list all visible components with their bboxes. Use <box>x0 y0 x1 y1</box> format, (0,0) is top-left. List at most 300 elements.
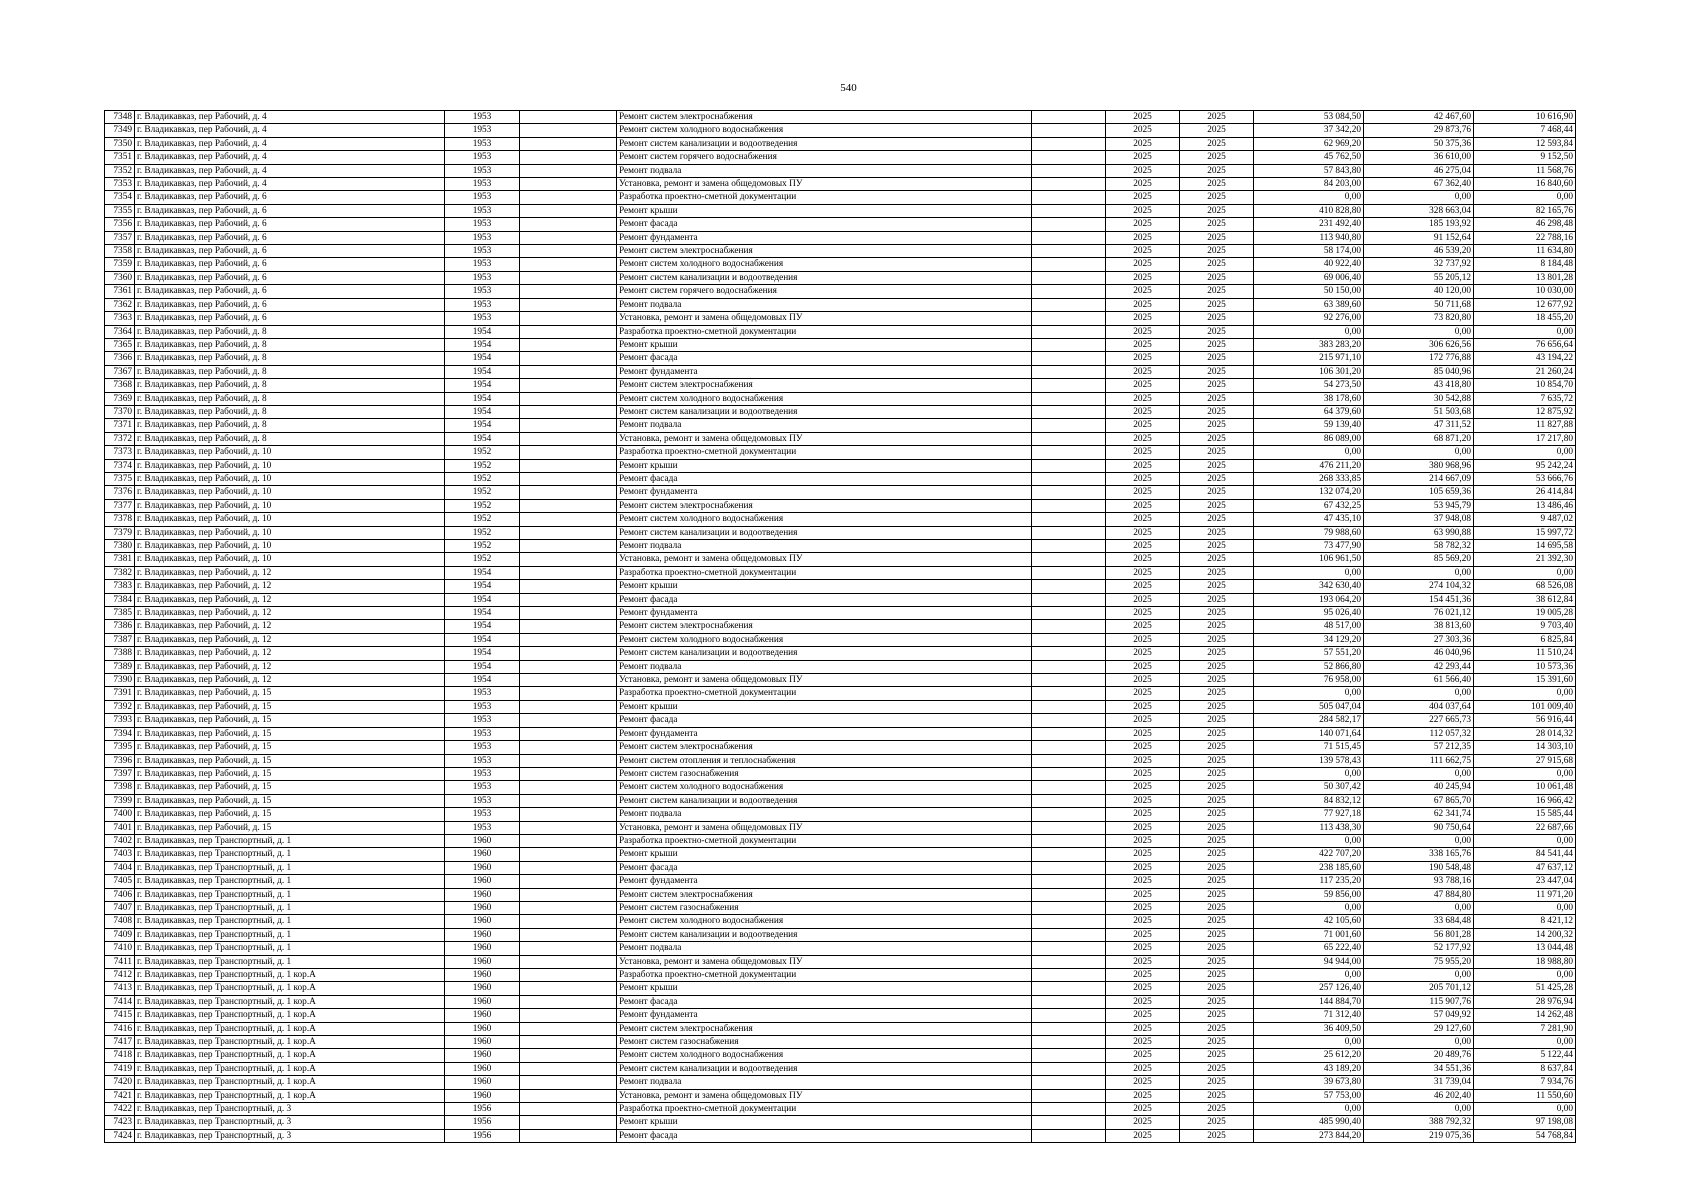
table-row <box>105 191 1576 204</box>
year-built-cell: 1953 <box>445 271 520 284</box>
total-cost-cell: 37 342,20 <box>1254 124 1364 137</box>
plan-year-start-cell: 2025 <box>1106 888 1180 901</box>
empty-cell <box>520 432 617 445</box>
fund-cost-cell: 205 701,12 <box>1364 982 1474 995</box>
empty-cell <box>520 258 617 271</box>
plan-year-start-cell: 2025 <box>1106 875 1180 888</box>
plan-year-end-cell: 2025 <box>1180 580 1254 593</box>
address-cell: г. Владикавказ, пер Транспортный, д. 1 кор.А <box>135 1049 445 1062</box>
work-type-cell: Ремонт систем отопления и теплоснабжения <box>617 754 1032 767</box>
total-cost-cell: 50 307,42 <box>1254 781 1364 794</box>
empty-cell <box>520 1022 617 1035</box>
address-cell: г. Владикавказ, пер Рабочий, д. 12 <box>135 647 445 660</box>
total-cost-cell: 0,00 <box>1254 687 1364 700</box>
plan-year-end-cell: 2025 <box>1180 1036 1254 1049</box>
empty-cell <box>1032 741 1106 754</box>
work-type-cell: Установка, ремонт и замена общедомовых ПУ <box>617 312 1032 325</box>
row-number: 7406 <box>105 888 135 901</box>
row-number: 7372 <box>105 432 135 445</box>
total-cost-cell: 0,00 <box>1254 901 1364 914</box>
empty-cell <box>1032 1089 1106 1102</box>
year-built-cell: 1960 <box>445 1022 520 1035</box>
total-cost-cell: 422 707,20 <box>1254 848 1364 861</box>
year-built-cell: 1954 <box>445 392 520 405</box>
plan-year-start-cell: 2025 <box>1106 178 1180 191</box>
empty-cell <box>1032 1009 1106 1022</box>
year-built-cell: 1953 <box>445 700 520 713</box>
fund-cost-cell: 50 375,36 <box>1364 137 1474 150</box>
year-built-cell: 1953 <box>445 767 520 780</box>
owner-cost-cell: 84 541,44 <box>1474 848 1576 861</box>
table-row <box>105 151 1576 164</box>
owner-cost-cell: 10 854,70 <box>1474 379 1576 392</box>
year-built-cell: 1954 <box>445 580 520 593</box>
empty-cell <box>520 647 617 660</box>
row-number: 7400 <box>105 808 135 821</box>
table-row <box>105 419 1576 432</box>
address-cell: г. Владикавказ, пер Рабочий, д. 8 <box>135 432 445 445</box>
owner-cost-cell: 9 703,40 <box>1474 620 1576 633</box>
fund-cost-cell: 172 776,88 <box>1364 352 1474 365</box>
owner-cost-cell: 28 976,94 <box>1474 995 1576 1008</box>
empty-cell <box>520 231 617 244</box>
fund-cost-cell: 76 021,12 <box>1364 607 1474 620</box>
empty-cell <box>520 848 617 861</box>
work-type-cell: Ремонт крыши <box>617 338 1032 351</box>
empty-cell <box>520 781 617 794</box>
plan-year-start-cell: 2025 <box>1106 365 1180 378</box>
work-type-cell: Ремонт систем холодного водоснабжения <box>617 915 1032 928</box>
fund-cost-cell: 0,00 <box>1364 566 1474 579</box>
table-row <box>105 298 1576 311</box>
owner-cost-cell: 0,00 <box>1474 1036 1576 1049</box>
empty-cell <box>1032 995 1106 1008</box>
plan-year-start-cell: 2025 <box>1106 834 1180 847</box>
owner-cost-cell: 0,00 <box>1474 687 1576 700</box>
empty-cell <box>1032 566 1106 579</box>
year-built-cell: 1960 <box>445 915 520 928</box>
address-cell: г. Владикавказ, пер Рабочий, д. 6 <box>135 285 445 298</box>
row-number: 7355 <box>105 204 135 217</box>
work-type-cell: Ремонт подвала <box>617 419 1032 432</box>
year-built-cell: 1960 <box>445 955 520 968</box>
plan-year-start-cell: 2025 <box>1106 660 1180 673</box>
address-cell: г. Владикавказ, пер Рабочий, д. 6 <box>135 231 445 244</box>
fund-cost-cell: 75 955,20 <box>1364 955 1474 968</box>
fund-cost-cell: 404 037,64 <box>1364 700 1474 713</box>
owner-cost-cell: 97 198,08 <box>1474 1116 1576 1129</box>
empty-cell <box>520 794 617 807</box>
address-cell: г. Владикавказ, пер Рабочий, д. 4 <box>135 151 445 164</box>
row-number: 7364 <box>105 325 135 338</box>
year-built-cell: 1954 <box>445 325 520 338</box>
plan-year-end-cell: 2025 <box>1180 982 1254 995</box>
owner-cost-cell: 27 915,68 <box>1474 754 1576 767</box>
owner-cost-cell: 38 612,84 <box>1474 593 1576 606</box>
plan-year-start-cell: 2025 <box>1106 566 1180 579</box>
empty-cell <box>1032 767 1106 780</box>
table-row <box>105 285 1576 298</box>
fund-cost-cell: 73 820,80 <box>1364 312 1474 325</box>
work-type-cell: Установка, ремонт и замена общедомовых ПУ <box>617 1089 1032 1102</box>
row-number: 7387 <box>105 633 135 646</box>
empty-cell <box>1032 392 1106 405</box>
plan-year-end-cell: 2025 <box>1180 352 1254 365</box>
total-cost-cell: 383 283,20 <box>1254 338 1364 351</box>
empty-cell <box>520 338 617 351</box>
plan-year-start-cell: 2025 <box>1106 928 1180 941</box>
plan-year-end-cell: 2025 <box>1180 432 1254 445</box>
empty-cell <box>1032 982 1106 995</box>
row-number: 7376 <box>105 486 135 499</box>
row-number: 7365 <box>105 338 135 351</box>
row-number: 7352 <box>105 164 135 177</box>
fund-cost-cell: 58 782,32 <box>1364 540 1474 553</box>
row-number: 7388 <box>105 647 135 660</box>
total-cost-cell: 48 517,00 <box>1254 620 1364 633</box>
address-cell: г. Владикавказ, пер Рабочий, д. 6 <box>135 191 445 204</box>
row-number: 7351 <box>105 151 135 164</box>
owner-cost-cell: 10 061,48 <box>1474 781 1576 794</box>
year-built-cell: 1954 <box>445 405 520 418</box>
table-row <box>105 137 1576 150</box>
plan-year-start-cell: 2025 <box>1106 338 1180 351</box>
row-number: 7363 <box>105 312 135 325</box>
work-type-cell: Ремонт систем электроснабжения <box>617 111 1032 124</box>
plan-year-end-cell: 2025 <box>1180 647 1254 660</box>
address-cell: г. Владикавказ, пер Рабочий, д. 10 <box>135 540 445 553</box>
empty-cell <box>1032 647 1106 660</box>
work-type-cell: Ремонт систем канализации и водоотведения <box>617 794 1032 807</box>
table-row <box>105 741 1576 754</box>
table-row <box>105 540 1576 553</box>
fund-cost-cell: 0,00 <box>1364 1036 1474 1049</box>
table-row <box>105 754 1576 767</box>
owner-cost-cell: 82 165,76 <box>1474 204 1576 217</box>
work-type-cell: Разработка проектно-сметной документации <box>617 687 1032 700</box>
row-number: 7382 <box>105 566 135 579</box>
owner-cost-cell: 51 425,28 <box>1474 982 1576 995</box>
row-number: 7395 <box>105 741 135 754</box>
year-built-cell: 1960 <box>445 848 520 861</box>
empty-cell <box>520 178 617 191</box>
plan-year-end-cell: 2025 <box>1180 258 1254 271</box>
table-row <box>105 392 1576 405</box>
fund-cost-cell: 112 057,32 <box>1364 727 1474 740</box>
plan-year-start-cell: 2025 <box>1106 111 1180 124</box>
address-cell: г. Владикавказ, пер Рабочий, д. 15 <box>135 754 445 767</box>
address-cell: г. Владикавказ, пер Транспортный, д. 3 <box>135 1129 445 1142</box>
plan-year-end-cell: 2025 <box>1180 325 1254 338</box>
table-row <box>105 312 1576 325</box>
work-type-cell: Разработка проектно-сметной документации <box>617 566 1032 579</box>
empty-cell <box>1032 298 1106 311</box>
year-built-cell: 1953 <box>445 781 520 794</box>
total-cost-cell: 42 105,60 <box>1254 915 1364 928</box>
table-row <box>105 1103 1576 1116</box>
plan-year-end-cell: 2025 <box>1180 888 1254 901</box>
address-cell: г. Владикавказ, пер Рабочий, д. 15 <box>135 741 445 754</box>
plan-year-start-cell: 2025 <box>1106 446 1180 459</box>
total-cost-cell: 505 047,04 <box>1254 700 1364 713</box>
owner-cost-cell: 13 486,46 <box>1474 499 1576 512</box>
empty-cell <box>520 1062 617 1075</box>
address-cell: г. Владикавказ, пер Рабочий, д. 15 <box>135 687 445 700</box>
fund-cost-cell: 91 152,64 <box>1364 231 1474 244</box>
empty-cell <box>1032 540 1106 553</box>
total-cost-cell: 231 492,40 <box>1254 218 1364 231</box>
empty-cell <box>1032 472 1106 485</box>
row-number: 7409 <box>105 928 135 941</box>
work-type-cell: Ремонт подвала <box>617 540 1032 553</box>
row-number: 7424 <box>105 1129 135 1142</box>
address-cell: г. Владикавказ, пер Рабочий, д. 12 <box>135 607 445 620</box>
empty-cell <box>520 1129 617 1142</box>
fund-cost-cell: 154 451,36 <box>1364 593 1474 606</box>
address-cell: г. Владикавказ, пер Транспортный, д. 3 <box>135 1103 445 1116</box>
plan-year-start-cell: 2025 <box>1106 955 1180 968</box>
row-number: 7402 <box>105 834 135 847</box>
row-number: 7360 <box>105 271 135 284</box>
plan-year-end-cell: 2025 <box>1180 231 1254 244</box>
work-type-cell: Ремонт фасада <box>617 218 1032 231</box>
empty-cell <box>520 111 617 124</box>
owner-cost-cell: 14 200,32 <box>1474 928 1576 941</box>
plan-year-end-cell: 2025 <box>1180 365 1254 378</box>
work-type-cell: Ремонт фасада <box>617 995 1032 1008</box>
owner-cost-cell: 11 971,20 <box>1474 888 1576 901</box>
plan-year-start-cell: 2025 <box>1106 271 1180 284</box>
total-cost-cell: 0,00 <box>1254 566 1364 579</box>
plan-year-end-cell: 2025 <box>1180 821 1254 834</box>
table-row <box>105 942 1576 955</box>
empty-cell <box>1032 513 1106 526</box>
plan-year-end-cell: 2025 <box>1180 446 1254 459</box>
plan-year-end-cell: 2025 <box>1180 915 1254 928</box>
empty-cell <box>520 808 617 821</box>
row-number: 7362 <box>105 298 135 311</box>
table-row <box>105 365 1576 378</box>
owner-cost-cell: 43 194,22 <box>1474 352 1576 365</box>
year-built-cell: 1960 <box>445 901 520 914</box>
total-cost-cell: 40 922,40 <box>1254 258 1364 271</box>
empty-cell <box>520 727 617 740</box>
plan-year-start-cell: 2025 <box>1106 405 1180 418</box>
total-cost-cell: 273 844,20 <box>1254 1129 1364 1142</box>
work-type-cell: Ремонт систем холодного водоснабжения <box>617 781 1032 794</box>
address-cell: г. Владикавказ, пер Рабочий, д. 8 <box>135 338 445 351</box>
work-type-cell: Установка, ремонт и замена общедомовых ПУ <box>617 674 1032 687</box>
empty-cell <box>1032 338 1106 351</box>
plan-year-end-cell: 2025 <box>1180 151 1254 164</box>
plan-year-end-cell: 2025 <box>1180 620 1254 633</box>
fund-cost-cell: 36 610,00 <box>1364 151 1474 164</box>
empty-cell <box>520 928 617 941</box>
row-number: 7367 <box>105 365 135 378</box>
work-type-cell: Ремонт фасада <box>617 352 1032 365</box>
work-type-cell: Ремонт систем электроснабжения <box>617 499 1032 512</box>
work-type-cell: Ремонт подвала <box>617 1076 1032 1089</box>
empty-cell <box>1032 1062 1106 1075</box>
fund-cost-cell: 46 040,96 <box>1364 647 1474 660</box>
empty-cell <box>520 1009 617 1022</box>
work-type-cell: Установка, ремонт и замена общедомовых ПУ <box>617 432 1032 445</box>
plan-year-end-cell: 2025 <box>1180 124 1254 137</box>
plan-year-end-cell: 2025 <box>1180 392 1254 405</box>
plan-year-end-cell: 2025 <box>1180 472 1254 485</box>
plan-year-start-cell: 2025 <box>1106 540 1180 553</box>
fund-cost-cell: 50 711,68 <box>1364 298 1474 311</box>
plan-year-end-cell: 2025 <box>1180 459 1254 472</box>
total-cost-cell: 34 129,20 <box>1254 633 1364 646</box>
year-built-cell: 1960 <box>445 942 520 955</box>
total-cost-cell: 50 150,00 <box>1254 285 1364 298</box>
empty-cell <box>520 472 617 485</box>
work-type-cell: Ремонт крыши <box>617 459 1032 472</box>
total-cost-cell: 39 673,80 <box>1254 1076 1364 1089</box>
plan-year-end-cell: 2025 <box>1180 379 1254 392</box>
total-cost-cell: 36 409,50 <box>1254 1022 1364 1035</box>
plan-year-start-cell: 2025 <box>1106 607 1180 620</box>
row-number: 7398 <box>105 781 135 794</box>
fund-cost-cell: 0,00 <box>1364 834 1474 847</box>
work-type-cell: Ремонт систем холодного водоснабжения <box>617 513 1032 526</box>
year-built-cell: 1954 <box>445 352 520 365</box>
plan-year-start-cell: 2025 <box>1106 754 1180 767</box>
table-row <box>105 915 1576 928</box>
fund-cost-cell: 0,00 <box>1364 767 1474 780</box>
row-number: 7391 <box>105 687 135 700</box>
plan-year-end-cell: 2025 <box>1180 942 1254 955</box>
empty-cell <box>1032 204 1106 217</box>
year-built-cell: 1953 <box>445 298 520 311</box>
address-cell: г. Владикавказ, пер Рабочий, д. 12 <box>135 580 445 593</box>
year-built-cell: 1953 <box>445 821 520 834</box>
owner-cost-cell: 68 526,08 <box>1474 580 1576 593</box>
address-cell: г. Владикавказ, пер Транспортный, д. 1 <box>135 942 445 955</box>
fund-cost-cell: 0,00 <box>1364 687 1474 700</box>
table-row <box>105 674 1576 687</box>
total-cost-cell: 257 126,40 <box>1254 982 1364 995</box>
empty-cell <box>1032 231 1106 244</box>
plan-year-end-cell: 2025 <box>1180 633 1254 646</box>
year-built-cell: 1953 <box>445 285 520 298</box>
year-built-cell: 1960 <box>445 861 520 874</box>
plan-year-end-cell: 2025 <box>1180 191 1254 204</box>
owner-cost-cell: 21 260,24 <box>1474 365 1576 378</box>
address-cell: г. Владикавказ, пер Транспортный, д. 1 <box>135 915 445 928</box>
plan-year-end-cell: 2025 <box>1180 513 1254 526</box>
address-cell: г. Владикавказ, пер Транспортный, д. 1 кор.А <box>135 1009 445 1022</box>
total-cost-cell: 139 578,43 <box>1254 754 1364 767</box>
owner-cost-cell: 11 510,24 <box>1474 647 1576 660</box>
table-row <box>105 472 1576 485</box>
table-row <box>105 204 1576 217</box>
owner-cost-cell: 13 044,48 <box>1474 942 1576 955</box>
owner-cost-cell: 22 687,66 <box>1474 821 1576 834</box>
owner-cost-cell: 16 966,42 <box>1474 794 1576 807</box>
row-number: 7357 <box>105 231 135 244</box>
table-row <box>105 459 1576 472</box>
empty-cell <box>1032 580 1106 593</box>
plan-year-start-cell: 2025 <box>1106 995 1180 1008</box>
year-built-cell: 1953 <box>445 124 520 137</box>
table-row <box>105 633 1576 646</box>
empty-cell <box>520 553 617 566</box>
year-built-cell: 1960 <box>445 834 520 847</box>
owner-cost-cell: 11 634,80 <box>1474 245 1576 258</box>
work-type-cell: Ремонт фундамента <box>617 231 1032 244</box>
plan-year-start-cell: 2025 <box>1106 553 1180 566</box>
address-cell: г. Владикавказ, пер Транспортный, д. 1 кор.А <box>135 1089 445 1102</box>
empty-cell <box>520 540 617 553</box>
fund-cost-cell: 46 275,04 <box>1364 164 1474 177</box>
row-number: 7349 <box>105 124 135 137</box>
empty-cell <box>1032 124 1106 137</box>
plan-year-end-cell: 2025 <box>1180 741 1254 754</box>
table-row <box>105 405 1576 418</box>
empty-cell <box>1032 928 1106 941</box>
fund-cost-cell: 53 945,79 <box>1364 499 1474 512</box>
fund-cost-cell: 0,00 <box>1364 325 1474 338</box>
empty-cell <box>1032 352 1106 365</box>
fund-cost-cell: 219 075,36 <box>1364 1129 1474 1142</box>
row-number: 7356 <box>105 218 135 231</box>
work-type-cell: Ремонт крыши <box>617 1116 1032 1129</box>
address-cell: г. Владикавказ, пер Рабочий, д. 8 <box>135 365 445 378</box>
empty-cell <box>520 955 617 968</box>
total-cost-cell: 132 074,20 <box>1254 486 1364 499</box>
fund-cost-cell: 42 467,60 <box>1364 111 1474 124</box>
empty-cell <box>1032 848 1106 861</box>
fund-cost-cell: 38 813,60 <box>1364 620 1474 633</box>
year-built-cell: 1952 <box>445 486 520 499</box>
owner-cost-cell: 0,00 <box>1474 969 1576 982</box>
address-cell: г. Владикавказ, пер Транспортный, д. 1 кор.А <box>135 1076 445 1089</box>
plan-year-end-cell: 2025 <box>1180 714 1254 727</box>
row-number: 7421 <box>105 1089 135 1102</box>
work-type-cell: Ремонт подвала <box>617 298 1032 311</box>
empty-cell <box>1032 164 1106 177</box>
year-built-cell: 1956 <box>445 1103 520 1116</box>
plan-year-start-cell: 2025 <box>1106 593 1180 606</box>
fund-cost-cell: 274 104,32 <box>1364 580 1474 593</box>
work-type-cell: Ремонт подвала <box>617 660 1032 673</box>
plan-year-start-cell: 2025 <box>1106 982 1180 995</box>
address-cell: г. Владикавказ, пер Транспортный, д. 1 кор.А <box>135 1036 445 1049</box>
work-type-cell: Разработка проектно-сметной документации <box>617 1103 1032 1116</box>
plan-year-end-cell: 2025 <box>1180 245 1254 258</box>
work-type-cell: Установка, ремонт и замена общедомовых ПУ <box>617 821 1032 834</box>
table-row <box>105 1009 1576 1022</box>
address-cell: г. Владикавказ, пер Транспортный, д. 1 кор.А <box>135 969 445 982</box>
owner-cost-cell: 47 637,12 <box>1474 861 1576 874</box>
plan-year-start-cell: 2025 <box>1106 137 1180 150</box>
year-built-cell: 1953 <box>445 754 520 767</box>
plan-year-start-cell: 2025 <box>1106 1089 1180 1102</box>
table-row <box>105 1049 1576 1062</box>
empty-cell <box>520 312 617 325</box>
address-cell: г. Владикавказ, пер Транспортный, д. 1 <box>135 955 445 968</box>
address-cell: г. Владикавказ, пер Транспортный, д. 1 <box>135 875 445 888</box>
address-cell: г. Владикавказ, пер Рабочий, д. 15 <box>135 794 445 807</box>
fund-cost-cell: 30 542,88 <box>1364 392 1474 405</box>
year-built-cell: 1960 <box>445 1049 520 1062</box>
year-built-cell: 1954 <box>445 419 520 432</box>
work-type-cell: Ремонт систем холодного водоснабжения <box>617 633 1032 646</box>
empty-cell <box>520 754 617 767</box>
year-built-cell: 1953 <box>445 245 520 258</box>
